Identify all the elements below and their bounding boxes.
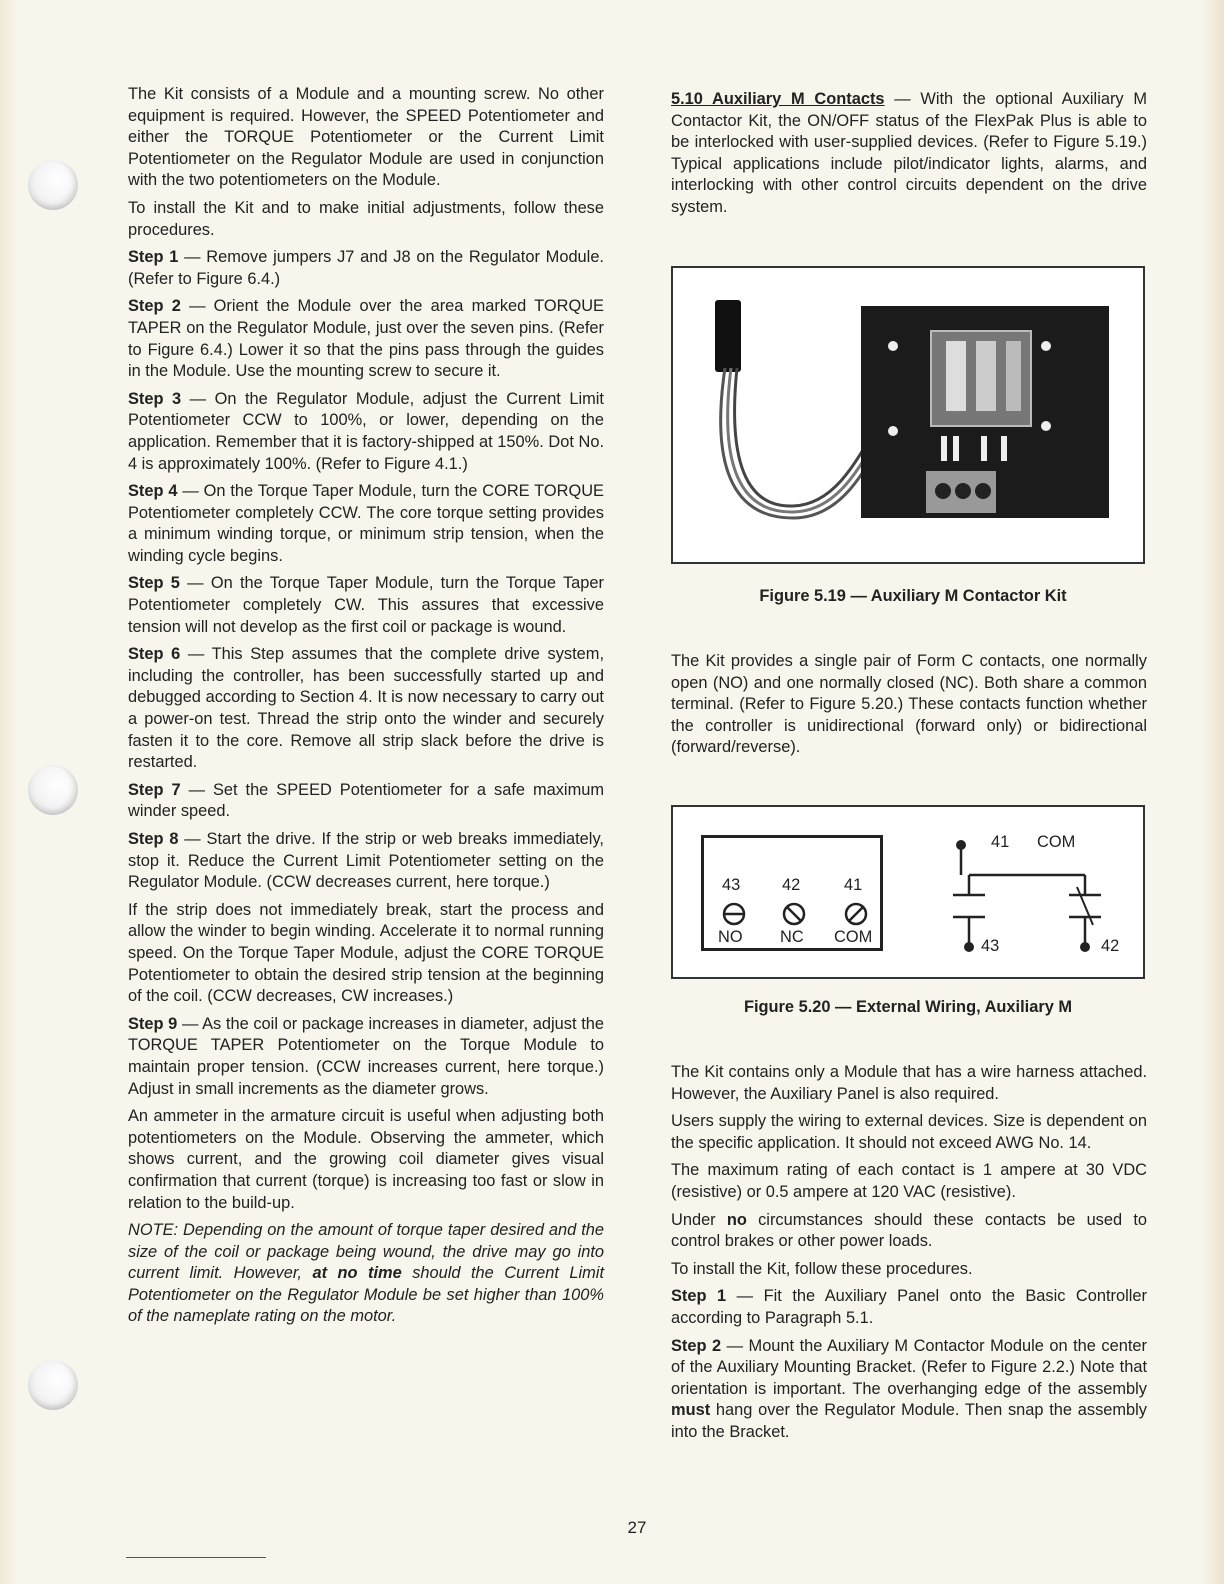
strip-paragraph: If the strip does not immediately break, start the process and allow the winder to begin winding. Accelerate it to normal running speed. On the Torque Taper Module, adjust the CORE TORQUE Potentiometer to obtain the desired strip tension at the beginning of the coil. (CCW decreases, CW increases.) bbox=[128, 900, 604, 1006]
step-9: Step 9 — As the coil or package increases in diameter, adjust the TORQUE TAPER Potentiometer on the Torque Module to maintain proper tension. (CCW increases current, here torque.) Adjust in small increments as the diameter grows. bbox=[128, 1014, 604, 1098]
step-7: Step 7 — Set the SPEED Potentiometer for a safe maximum winder speed. bbox=[128, 780, 604, 821]
schematic-terminal: 41 bbox=[991, 833, 1010, 851]
blue-rule bbox=[126, 1557, 266, 1558]
step-1: Step 1 — Remove jumpers J7 and J8 on the Regulator Module. (Refer to Figure 6.4.) bbox=[128, 248, 604, 288]
page-number: 27 bbox=[627, 1518, 647, 1537]
section-heading: 5.10 Auxiliary M Contacts bbox=[671, 90, 885, 108]
terminal-number: 42 bbox=[782, 876, 801, 894]
schematic-terminal: 42 bbox=[1101, 937, 1120, 955]
step-5: Step 5 — On the Torque Taper Module, turn the Torque Taper Potentiometer completely CW. This assures that excessive tension will not develop as the first coil or package is wound. bbox=[128, 574, 604, 636]
figure-5-19-photo bbox=[671, 266, 1145, 564]
module-detail bbox=[861, 306, 1109, 518]
install-paragraph: To install the Kit, follow these procedures. bbox=[671, 1259, 973, 1278]
step-6: Step 6 — This Step assumes that the complete drive system, including the controller, has been successfully started up and debugged according to Section 4. It is now necessary to carry out a power-on test. Thread the strip onto the winder and securely fasten it to the core. Remove all strip slack before the drive is restarted. bbox=[128, 645, 604, 772]
rating-paragraph: The maximum rating of each contact is 1 ampere at 30 VDC (resistive) or 0.5 ampere at 120 VAC (resistive). bbox=[671, 1161, 1147, 1201]
section-5-10 bbox=[671, 89, 1147, 225]
right-step-1: Step 1 — Fit the Auxiliary Panel onto the Basic Controller according to Paragraph 5.1. bbox=[671, 1287, 1147, 1327]
terminal-number: 41 bbox=[844, 876, 863, 894]
wiring-paragraph: Users supply the wiring to external devices. Size is dependent on the specific application. It should not exceed AWG No. 14. bbox=[671, 1112, 1147, 1152]
module-board bbox=[861, 306, 1109, 518]
step-2: Step 2 — Orient the Module over the area marked TORQUE TAPER on the Regulator Module, just over the seven pins. (Refer to Figure 6.4.) Lower it so that the pins pass through the guides in the Module. Use the mounting screw to secure it. bbox=[128, 297, 604, 381]
contact-schematic bbox=[673, 807, 1147, 981]
step-3: Step 3 — On the Regulator Module, adjust the Current Limit Potentiometer CCW to 100%, or lower, depending on the application. Remember that it is factory-shipped at 150%. Dot No. 4 is approximately 100%. (Refer to Figure 4.1.) bbox=[128, 389, 604, 473]
terminal-name: NO bbox=[718, 928, 743, 946]
terminal-name: NC bbox=[780, 928, 804, 946]
kit-provides: The Kit provides a single pair of Form C contacts, one normally open (NO) and one normally closed (NC). Both share a common terminal. (Refer to Figure 5.20.) These contacts function whether the controller is unidirectional (forward only) or bidirectional (forward/reverse). bbox=[671, 652, 1147, 757]
install-intro: To install the Kit and to make initial adjustments, follow these procedures. bbox=[128, 198, 604, 239]
section-intro: — With the optional Auxiliary M Contactor Kit, the ON/OFF status of the FlexPak Plus is able to be interlocked with user-supplied devices. (Refer to Figure 5.19.) Typical applications include pilot/indicator lights, alarms, and interlocking with other control circuits dependent on the drive system. bbox=[671, 90, 1147, 216]
step-8: Step 8 — Start the drive. If the strip or web breaks immediately, stop it. Reduce the Current Limit Potentiometer setting on the Regulator Module. (CCW decreases current, here torque.) bbox=[128, 830, 604, 892]
left-column bbox=[128, 84, 604, 1334]
kit-intro: The Kit consists of a Module and a mounting screw. No other equipment is required. However, the SPEED Potentiometer and either the TORQUE Potentiometer or the Current Limit Potentiometer on the Regulator Module are used in conjunction with the two potentiometers on the Module. bbox=[128, 85, 604, 190]
schematic-com-label: COM bbox=[1037, 833, 1076, 851]
note: NOTE: Depending on the amount of torque taper desired and the size of the coil or package being wound, the drive may go into current limit. However, at no time should the Current Limit Potentiometer on the Regulator Module be set higher than 100% of the nameplate rating on the motor. bbox=[128, 1221, 604, 1326]
figure-5-20-wiring bbox=[671, 805, 1145, 979]
warning-paragraph: Under no circumstances should these contacts be used to control brakes or other power loads. bbox=[671, 1210, 1147, 1251]
schematic-terminal: 43 bbox=[981, 937, 1000, 955]
figure-5-19-caption: Figure 5.19 — Auxiliary M Contactor Kit bbox=[759, 587, 1067, 605]
figure-5-20-caption: Figure 5.20 — External Wiring, Auxiliary M bbox=[743, 998, 1073, 1016]
terminal-number: 43 bbox=[722, 876, 741, 894]
binder-hole bbox=[28, 1360, 78, 1410]
binder-hole bbox=[28, 765, 78, 815]
right-step-2: Step 2 — Mount the Auxiliary M Contactor Module on the center of the Auxiliary Mounting Bracket. (Refer to Figure 2.2.) Note that orientation is important. The overhanging edge of the assembly must hang over the Regulator Module. Then snap the assembly into the Bracket. bbox=[671, 1336, 1147, 1441]
step-4: Step 4 — On the Torque Taper Module, turn the CORE TORQUE Potentiometer completely CCW. The core torque setting provides a minimum winding torque, or minimum strip tension, when the winding cycle begins. bbox=[128, 482, 604, 565]
kit-provides-block bbox=[671, 651, 1147, 765]
terminal-name: COM bbox=[834, 928, 873, 946]
kit-contains: The Kit contains only a Module that has a wire harness attached. However, the Auxiliary Panel is also required. bbox=[671, 1063, 1147, 1103]
right-lower-text bbox=[671, 1062, 1147, 1450]
ammeter-paragraph: An ammeter in the armature circuit is useful when adjusting both potentiometers on the Module. Observing the ammeter, which shows current, and the growing coil diameter gives visual confirmation that current (torque) is increasing too fast or slow in relation to the build-up. bbox=[128, 1107, 604, 1212]
binder-hole bbox=[28, 160, 78, 210]
